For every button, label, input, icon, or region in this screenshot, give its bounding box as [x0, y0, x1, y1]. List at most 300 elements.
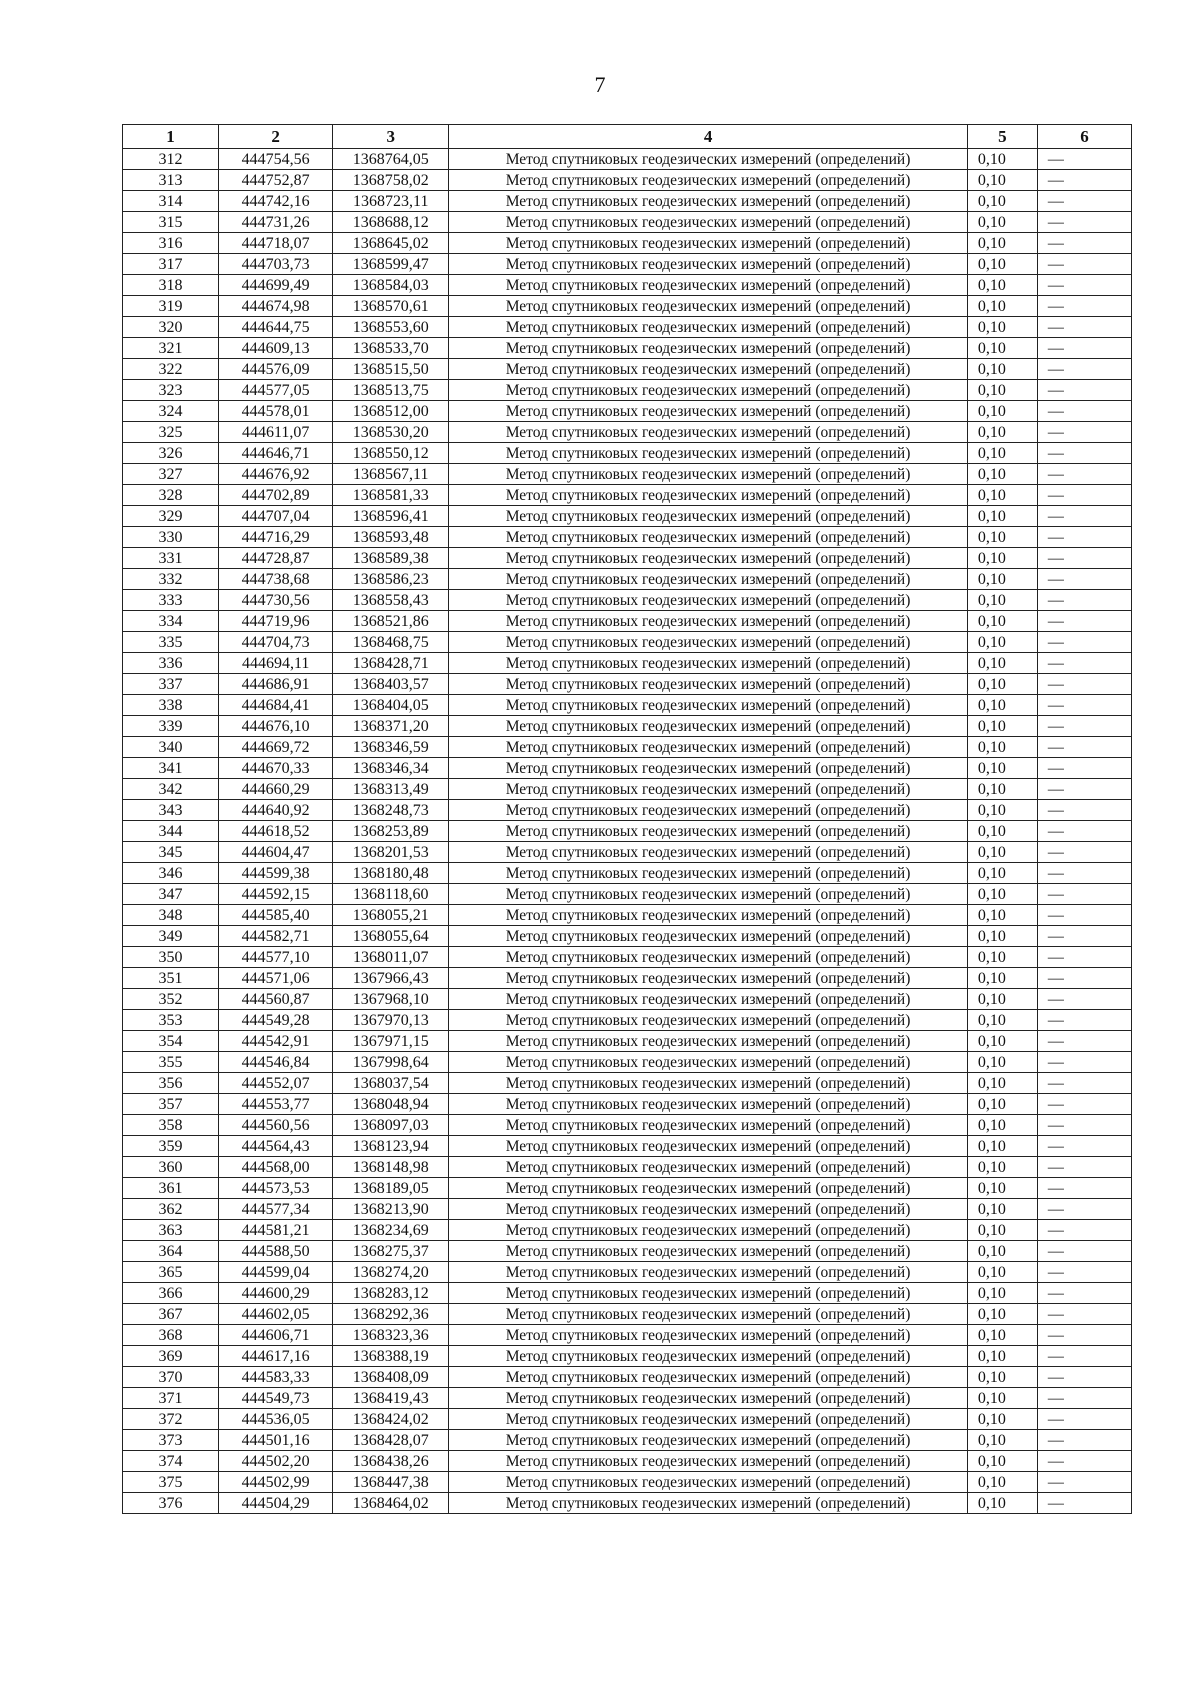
y-coordinate-cell: 1368388,19 [333, 1346, 449, 1367]
x-coordinate-cell: 444560,87 [219, 989, 333, 1010]
precision-cell: 0,10 [967, 191, 1037, 212]
point-number-cell: 373 [123, 1430, 219, 1451]
table-row [123, 422, 1132, 443]
note-cell: — [1037, 590, 1131, 611]
x-coordinate-cell: 444618,52 [219, 821, 333, 842]
method-cell: Метод спутниковых геодезических измерений (определений) [449, 1346, 968, 1367]
note-cell: — [1037, 737, 1131, 758]
x-coordinate-cell: 444703,73 [219, 254, 333, 275]
method-cell: Метод спутниковых геодезических измерений (определений) [449, 758, 968, 779]
y-coordinate-cell: 1368723,11 [333, 191, 449, 212]
x-coordinate-cell: 444707,04 [219, 506, 333, 527]
table-row [123, 1409, 1132, 1430]
note-cell: — [1037, 1493, 1131, 1514]
y-coordinate-cell: 1368596,41 [333, 506, 449, 527]
point-number-cell: 335 [123, 632, 219, 653]
method-cell: Метод спутниковых геодезических измерений (определений) [449, 1367, 968, 1388]
x-coordinate-cell: 444577,05 [219, 380, 333, 401]
y-coordinate-cell: 1368553,60 [333, 317, 449, 338]
method-cell: Метод спутниковых геодезических измерений (определений) [449, 212, 968, 233]
x-coordinate-cell: 444592,15 [219, 884, 333, 905]
table-row [123, 968, 1132, 989]
note-cell: — [1037, 338, 1131, 359]
x-coordinate-cell: 444502,99 [219, 1472, 333, 1493]
x-coordinate-cell: 444576,09 [219, 359, 333, 380]
y-coordinate-cell: 1368313,49 [333, 779, 449, 800]
point-number-cell: 362 [123, 1199, 219, 1220]
point-number-cell: 339 [123, 716, 219, 737]
y-coordinate-cell: 1368589,38 [333, 548, 449, 569]
method-cell: Метод спутниковых геодезических измерений (определений) [449, 632, 968, 653]
x-coordinate-cell: 444738,68 [219, 569, 333, 590]
note-cell: — [1037, 758, 1131, 779]
method-cell: Метод спутниковых геодезических измерений (определений) [449, 968, 968, 989]
method-cell: Метод спутниковых геодезических измерений (определений) [449, 296, 968, 317]
table-row [123, 1010, 1132, 1031]
precision-cell: 0,10 [967, 695, 1037, 716]
method-cell: Метод спутниковых геодезических измерений (определений) [449, 170, 968, 191]
note-cell: — [1037, 926, 1131, 947]
method-cell: Метод спутниковых геодезических измерений (определений) [449, 905, 968, 926]
x-coordinate-cell: 444719,96 [219, 611, 333, 632]
table-row [123, 1388, 1132, 1409]
x-coordinate-cell: 444609,13 [219, 338, 333, 359]
point-number-cell: 360 [123, 1157, 219, 1178]
note-cell: — [1037, 254, 1131, 275]
method-cell: Метод спутниковых геодезических измерений (определений) [449, 527, 968, 548]
precision-cell: 0,10 [967, 233, 1037, 254]
y-coordinate-cell: 1368419,43 [333, 1388, 449, 1409]
point-number-cell: 334 [123, 611, 219, 632]
point-number-cell: 354 [123, 1031, 219, 1052]
precision-cell: 0,10 [967, 170, 1037, 191]
table-row [123, 380, 1132, 401]
note-cell: — [1037, 317, 1131, 338]
method-cell: Метод спутниковых геодезических измерений (определений) [449, 989, 968, 1010]
precision-cell: 0,10 [967, 380, 1037, 401]
table-row [123, 212, 1132, 233]
method-cell: Метод спутниковых геодезических измерений (определений) [449, 842, 968, 863]
x-coordinate-cell: 444611,07 [219, 422, 333, 443]
note-cell: — [1037, 674, 1131, 695]
method-cell: Метод спутниковых геодезических измерений (определений) [449, 926, 968, 947]
table-row [123, 1283, 1132, 1304]
table-row [123, 632, 1132, 653]
note-cell: — [1037, 905, 1131, 926]
precision-cell: 0,10 [967, 1451, 1037, 1472]
y-coordinate-cell: 1368567,11 [333, 464, 449, 485]
precision-cell: 0,10 [967, 1262, 1037, 1283]
table-row [123, 275, 1132, 296]
x-coordinate-cell: 444718,07 [219, 233, 333, 254]
precision-cell: 0,10 [967, 1304, 1037, 1325]
point-number-cell: 322 [123, 359, 219, 380]
point-number-cell: 345 [123, 842, 219, 863]
precision-cell: 0,10 [967, 1409, 1037, 1430]
precision-cell: 0,10 [967, 338, 1037, 359]
method-cell: Метод спутниковых геодезических измерений (определений) [449, 800, 968, 821]
y-coordinate-cell: 1368189,05 [333, 1178, 449, 1199]
note-cell: — [1037, 821, 1131, 842]
table-row [123, 1241, 1132, 1262]
note-cell: — [1037, 800, 1131, 821]
note-cell: — [1037, 1199, 1131, 1220]
y-coordinate-cell: 1368283,12 [333, 1283, 449, 1304]
precision-cell: 0,10 [967, 632, 1037, 653]
note-cell: — [1037, 884, 1131, 905]
table-row [123, 191, 1132, 212]
method-cell: Метод спутниковых геодезических измерений (определений) [449, 485, 968, 506]
note-cell: — [1037, 212, 1131, 233]
y-coordinate-cell: 1368055,64 [333, 926, 449, 947]
note-cell: — [1037, 191, 1131, 212]
precision-cell: 0,10 [967, 947, 1037, 968]
point-number-cell: 313 [123, 170, 219, 191]
method-cell: Метод спутниковых геодезических измерений (определений) [449, 1220, 968, 1241]
table-row [123, 905, 1132, 926]
point-number-cell: 355 [123, 1052, 219, 1073]
table-row [123, 884, 1132, 905]
precision-cell: 0,10 [967, 926, 1037, 947]
note-cell: — [1037, 401, 1131, 422]
note-cell: — [1037, 1073, 1131, 1094]
method-cell: Метод спутниковых геодезических измерений (определений) [449, 1031, 968, 1052]
point-number-cell: 342 [123, 779, 219, 800]
y-coordinate-cell: 1368371,20 [333, 716, 449, 737]
precision-cell: 0,10 [967, 149, 1037, 170]
point-number-cell: 358 [123, 1115, 219, 1136]
y-coordinate-cell: 1368346,34 [333, 758, 449, 779]
note-cell: — [1037, 1031, 1131, 1052]
point-number-cell: 376 [123, 1493, 219, 1514]
method-cell: Метод спутниковых геодезических измерений (определений) [449, 1409, 968, 1430]
point-number-cell: 336 [123, 653, 219, 674]
y-coordinate-cell: 1368515,50 [333, 359, 449, 380]
method-cell: Метод спутниковых геодезических измерений (определений) [449, 1073, 968, 1094]
y-coordinate-cell: 1368248,73 [333, 800, 449, 821]
table-row [123, 1325, 1132, 1346]
precision-cell: 0,10 [967, 989, 1037, 1010]
x-coordinate-cell: 444602,05 [219, 1304, 333, 1325]
table-row [123, 737, 1132, 758]
y-coordinate-cell: 1368011,07 [333, 947, 449, 968]
point-number-cell: 316 [123, 233, 219, 254]
point-number-cell: 332 [123, 569, 219, 590]
point-number-cell: 320 [123, 317, 219, 338]
x-coordinate-cell: 444552,07 [219, 1073, 333, 1094]
x-coordinate-cell: 444536,05 [219, 1409, 333, 1430]
note-cell: — [1037, 506, 1131, 527]
x-coordinate-cell: 444546,84 [219, 1052, 333, 1073]
method-cell: Метод спутниковых геодезических измерений (определений) [449, 254, 968, 275]
method-cell: Метод спутниковых геодезических измерений (определений) [449, 695, 968, 716]
header-row [123, 125, 1132, 149]
table-row [123, 1073, 1132, 1094]
method-cell: Метод спутниковых геодезических измерений (определений) [449, 569, 968, 590]
table-row [123, 527, 1132, 548]
table-row [123, 674, 1132, 695]
note-cell: — [1037, 1052, 1131, 1073]
note-cell: — [1037, 1430, 1131, 1451]
point-number-cell: 343 [123, 800, 219, 821]
y-coordinate-cell: 1368213,90 [333, 1199, 449, 1220]
precision-cell: 0,10 [967, 1472, 1037, 1493]
method-cell: Метод спутниковых геодезических измерений (определений) [449, 401, 968, 422]
point-number-cell: 349 [123, 926, 219, 947]
note-cell: — [1037, 149, 1131, 170]
point-number-cell: 338 [123, 695, 219, 716]
note-cell: — [1037, 233, 1131, 254]
point-number-cell: 317 [123, 254, 219, 275]
precision-cell: 0,10 [967, 1073, 1037, 1094]
table-header [123, 125, 1132, 149]
method-cell: Метод спутниковых геодезических измерений (определений) [449, 1157, 968, 1178]
note-cell: — [1037, 779, 1131, 800]
table-row [123, 1052, 1132, 1073]
table-row [123, 926, 1132, 947]
point-number-cell: 365 [123, 1262, 219, 1283]
y-coordinate-cell: 1368428,07 [333, 1430, 449, 1451]
method-cell: Метод спутниковых геодезических измерений (определений) [449, 1451, 968, 1472]
x-coordinate-cell: 444571,06 [219, 968, 333, 989]
point-number-cell: 361 [123, 1178, 219, 1199]
point-number-cell: 324 [123, 401, 219, 422]
table-row [123, 1304, 1132, 1325]
note-cell: — [1037, 1010, 1131, 1031]
y-coordinate-cell: 1368438,26 [333, 1451, 449, 1472]
note-cell: — [1037, 1115, 1131, 1136]
header-col-5: 5 [967, 125, 1037, 149]
method-cell: Метод спутниковых геодезических измерений (определений) [449, 674, 968, 695]
table-row [123, 1115, 1132, 1136]
point-number-cell: 347 [123, 884, 219, 905]
method-cell: Метод спутниковых геодезических измерений (определений) [449, 506, 968, 527]
table-row [123, 1472, 1132, 1493]
x-coordinate-cell: 444573,53 [219, 1178, 333, 1199]
point-number-cell: 366 [123, 1283, 219, 1304]
note-cell: — [1037, 1220, 1131, 1241]
point-number-cell: 359 [123, 1136, 219, 1157]
y-coordinate-cell: 1368512,00 [333, 401, 449, 422]
note-cell: — [1037, 443, 1131, 464]
note-cell: — [1037, 1451, 1131, 1472]
point-number-cell: 375 [123, 1472, 219, 1493]
method-cell: Метод спутниковых геодезических измерений (определений) [449, 191, 968, 212]
table-row [123, 1094, 1132, 1115]
x-coordinate-cell: 444702,89 [219, 485, 333, 506]
x-coordinate-cell: 444694,11 [219, 653, 333, 674]
x-coordinate-cell: 444504,29 [219, 1493, 333, 1514]
y-coordinate-cell: 1368424,02 [333, 1409, 449, 1430]
point-number-cell: 346 [123, 863, 219, 884]
method-cell: Метод спутниковых геодезических измерений (определений) [449, 380, 968, 401]
y-coordinate-cell: 1368408,09 [333, 1367, 449, 1388]
table-row [123, 758, 1132, 779]
y-coordinate-cell: 1368533,70 [333, 338, 449, 359]
note-cell: — [1037, 359, 1131, 380]
precision-cell: 0,10 [967, 716, 1037, 737]
point-number-cell: 318 [123, 275, 219, 296]
point-number-cell: 350 [123, 947, 219, 968]
y-coordinate-cell: 1368180,48 [333, 863, 449, 884]
y-coordinate-cell: 1368584,03 [333, 275, 449, 296]
table-row [123, 611, 1132, 632]
table-body [123, 149, 1132, 1514]
y-coordinate-cell: 1368758,02 [333, 170, 449, 191]
note-cell: — [1037, 716, 1131, 737]
x-coordinate-cell: 444660,29 [219, 779, 333, 800]
y-coordinate-cell: 1368513,75 [333, 380, 449, 401]
precision-cell: 0,10 [967, 1010, 1037, 1031]
x-coordinate-cell: 444699,49 [219, 275, 333, 296]
table-row [123, 548, 1132, 569]
note-cell: — [1037, 1136, 1131, 1157]
point-number-cell: 327 [123, 464, 219, 485]
method-cell: Метод спутниковых геодезических измерений (определений) [449, 1493, 968, 1514]
method-cell: Метод спутниковых геодезических измерений (определений) [449, 1199, 968, 1220]
table-row [123, 1262, 1132, 1283]
x-coordinate-cell: 444599,04 [219, 1262, 333, 1283]
note-cell: — [1037, 1304, 1131, 1325]
table-row [123, 464, 1132, 485]
note-cell: — [1037, 1178, 1131, 1199]
point-number-cell: 353 [123, 1010, 219, 1031]
y-coordinate-cell: 1367966,43 [333, 968, 449, 989]
page-number: 7 [594, 72, 606, 97]
note-cell: — [1037, 1367, 1131, 1388]
table-row [123, 506, 1132, 527]
y-coordinate-cell: 1368464,02 [333, 1493, 449, 1514]
method-cell: Метод спутниковых геодезических измерений (определений) [449, 359, 968, 380]
method-cell: Метод спутниковых геодезических измерений (определений) [449, 443, 968, 464]
point-number-cell: 371 [123, 1388, 219, 1409]
method-cell: Метод спутниковых геодезических измерений (определений) [449, 548, 968, 569]
point-number-cell: 326 [123, 443, 219, 464]
y-coordinate-cell: 1368645,02 [333, 233, 449, 254]
header-col-1: 1 [123, 125, 219, 149]
point-number-cell: 333 [123, 590, 219, 611]
y-coordinate-cell: 1368550,12 [333, 443, 449, 464]
precision-cell: 0,10 [967, 779, 1037, 800]
note-cell: — [1037, 1241, 1131, 1262]
precision-cell: 0,10 [967, 737, 1037, 758]
note-cell: — [1037, 569, 1131, 590]
y-coordinate-cell: 1368253,89 [333, 821, 449, 842]
note-cell: — [1037, 170, 1131, 191]
precision-cell: 0,10 [967, 1493, 1037, 1514]
x-coordinate-cell: 444730,56 [219, 590, 333, 611]
method-cell: Метод спутниковых геодезических измерений (определений) [449, 1430, 968, 1451]
point-number-cell: 364 [123, 1241, 219, 1262]
y-coordinate-cell: 1368123,94 [333, 1136, 449, 1157]
precision-cell: 0,10 [967, 674, 1037, 695]
table-row [123, 779, 1132, 800]
table-row [123, 821, 1132, 842]
point-number-cell: 331 [123, 548, 219, 569]
y-coordinate-cell: 1368558,43 [333, 590, 449, 611]
x-coordinate-cell: 444568,00 [219, 1157, 333, 1178]
precision-cell: 0,10 [967, 506, 1037, 527]
y-coordinate-cell: 1368593,48 [333, 527, 449, 548]
note-cell: — [1037, 548, 1131, 569]
x-coordinate-cell: 444754,56 [219, 149, 333, 170]
note-cell: — [1037, 968, 1131, 989]
y-coordinate-cell: 1367998,64 [333, 1052, 449, 1073]
y-coordinate-cell: 1368346,59 [333, 737, 449, 758]
x-coordinate-cell: 444674,98 [219, 296, 333, 317]
method-cell: Метод спутниковых геодезических измерений (определений) [449, 653, 968, 674]
precision-cell: 0,10 [967, 401, 1037, 422]
y-coordinate-cell: 1368055,21 [333, 905, 449, 926]
precision-cell: 0,10 [967, 527, 1037, 548]
y-coordinate-cell: 1368404,05 [333, 695, 449, 716]
table-row [123, 233, 1132, 254]
note-cell: — [1037, 653, 1131, 674]
precision-cell: 0,10 [967, 464, 1037, 485]
point-number-cell: 340 [123, 737, 219, 758]
precision-cell: 0,10 [967, 968, 1037, 989]
precision-cell: 0,10 [967, 1283, 1037, 1304]
table-row [123, 170, 1132, 191]
table-row [123, 1178, 1132, 1199]
precision-cell: 0,10 [967, 1430, 1037, 1451]
x-coordinate-cell: 444742,16 [219, 191, 333, 212]
method-cell: Метод спутниковых геодезических измерений (определений) [449, 611, 968, 632]
y-coordinate-cell: 1368323,36 [333, 1325, 449, 1346]
table-row [123, 1136, 1132, 1157]
table-row [123, 254, 1132, 275]
table-row [123, 653, 1132, 674]
point-number-cell: 337 [123, 674, 219, 695]
precision-cell: 0,10 [967, 653, 1037, 674]
precision-cell: 0,10 [967, 359, 1037, 380]
x-coordinate-cell: 444583,33 [219, 1367, 333, 1388]
precision-cell: 0,10 [967, 1220, 1037, 1241]
y-coordinate-cell: 1368581,33 [333, 485, 449, 506]
method-cell: Метод спутниковых геодезических измерений (определений) [449, 821, 968, 842]
precision-cell: 0,10 [967, 1052, 1037, 1073]
table-row [123, 716, 1132, 737]
x-coordinate-cell: 444588,50 [219, 1241, 333, 1262]
note-cell: — [1037, 1262, 1131, 1283]
y-coordinate-cell: 1367971,15 [333, 1031, 449, 1052]
table-row [123, 1220, 1132, 1241]
point-number-cell: 348 [123, 905, 219, 926]
note-cell: — [1037, 380, 1131, 401]
precision-cell: 0,10 [967, 758, 1037, 779]
precision-cell: 0,10 [967, 1136, 1037, 1157]
y-coordinate-cell: 1368201,53 [333, 842, 449, 863]
method-cell: Метод спутниковых геодезических измерений (определений) [449, 1283, 968, 1304]
y-coordinate-cell: 1368530,20 [333, 422, 449, 443]
y-coordinate-cell: 1368764,05 [333, 149, 449, 170]
table-row [123, 1031, 1132, 1052]
y-coordinate-cell: 1368274,20 [333, 1262, 449, 1283]
x-coordinate-cell: 444676,10 [219, 716, 333, 737]
note-cell: — [1037, 1325, 1131, 1346]
header-col-3: 3 [333, 125, 449, 149]
precision-cell: 0,10 [967, 800, 1037, 821]
precision-cell: 0,10 [967, 1157, 1037, 1178]
point-number-cell: 329 [123, 506, 219, 527]
x-coordinate-cell: 444646,71 [219, 443, 333, 464]
method-cell: Метод спутниковых геодезических измерений (определений) [449, 1472, 968, 1493]
point-number-cell: 352 [123, 989, 219, 1010]
method-cell: Метод спутниковых геодезических измерений (определений) [449, 1115, 968, 1136]
method-cell: Метод спутниковых геодезических измерений (определений) [449, 716, 968, 737]
note-cell: — [1037, 464, 1131, 485]
note-cell: — [1037, 695, 1131, 716]
